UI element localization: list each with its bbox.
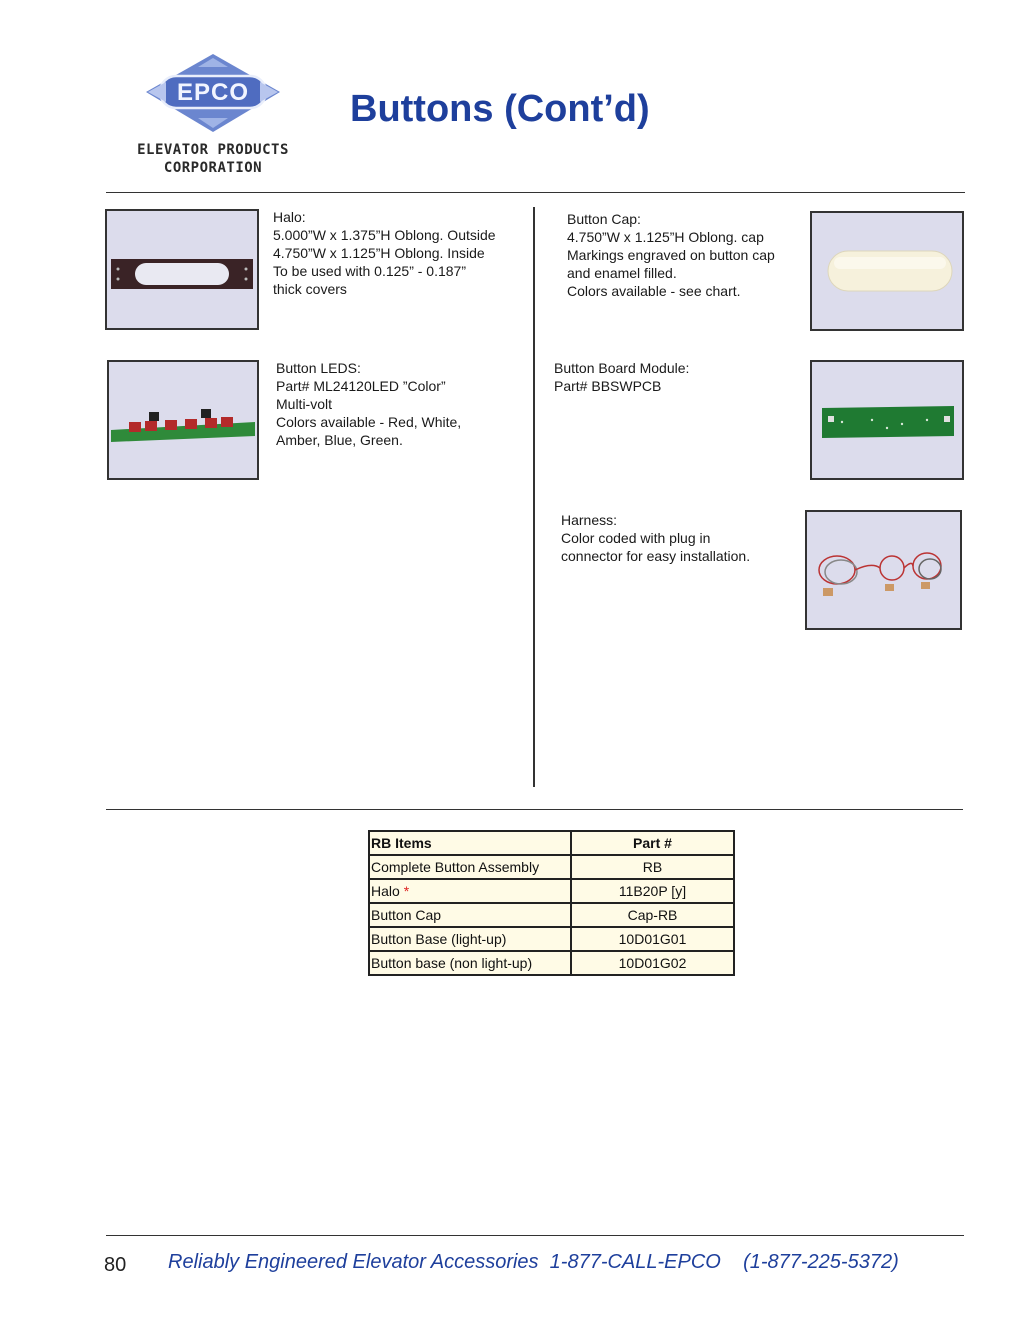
button-leds-photo	[107, 360, 259, 480]
header-rb-items: RB Items	[369, 831, 571, 855]
halo-photo	[105, 209, 259, 330]
row-item-label: Halo	[371, 883, 400, 899]
row-item: Complete Button Assembly	[369, 855, 571, 879]
table-row	[369, 927, 734, 951]
button-cap-photo	[810, 211, 964, 331]
footer-tagline: Reliably Engineered Elevator Accessories 1-877-CALL-EPCO (1-877-225-5372)	[168, 1251, 899, 1273]
row-item: Button base (non light-up)	[369, 951, 571, 975]
center-divider	[533, 207, 535, 787]
header-part-number: Part #	[571, 831, 734, 855]
top-divider	[106, 192, 965, 193]
table-row	[369, 903, 734, 927]
board-module-photo	[810, 360, 964, 480]
logo-line-2: CORPORATION	[163, 160, 263, 176]
row-part: 10D01G01	[571, 927, 734, 951]
harness-description: Harness: Color coded with plug in connector for easy installation.	[561, 512, 751, 564]
page-title: Buttons (Cont’d)	[350, 88, 650, 130]
row-part: RB	[571, 855, 734, 879]
table-row	[369, 879, 734, 903]
row-item: Button Base (light-up)	[369, 927, 571, 951]
button-cap-description: Button Cap: 4.750”W x 1.125”H Oblong. cap Markings engraved on button cap and enamel filled. Colors available - see chart.	[567, 211, 775, 299]
row-part: 11B20P [y]	[571, 879, 734, 903]
logo	[108, 52, 318, 182]
middle-divider	[106, 809, 963, 810]
logo-line-1: ELEVATOR PRODUCTS	[137, 142, 289, 158]
harness-photo	[805, 510, 962, 630]
table-header	[369, 831, 734, 855]
button-leds-description: Button LEDS: Part# ML24120LED ”Color” Multi-volt Colors available - Red, White, Amber, Blue, Green.	[276, 360, 462, 448]
row-part: Cap-RB	[571, 903, 734, 927]
table-row	[369, 855, 734, 879]
row-part: 10D01G02	[571, 951, 734, 975]
halo-description: Halo: 5.000”W x 1.375”H Oblong. Outside 4.750”W x 1.125”H Oblong. Inside To be used with 0.125” - 0.187” thick covers	[273, 209, 496, 297]
table-row	[369, 951, 734, 975]
footer-divider	[106, 1235, 964, 1236]
board-module-description: Button Board Module: Part# BBSWPCB	[554, 360, 690, 394]
asterisk-marker: *	[403, 883, 410, 899]
logo-brand: EPCO	[176, 79, 249, 106]
parts-table	[368, 830, 735, 976]
page-number: 80	[104, 1254, 127, 1276]
row-item: Button Cap	[369, 903, 571, 927]
row-item	[369, 879, 571, 903]
